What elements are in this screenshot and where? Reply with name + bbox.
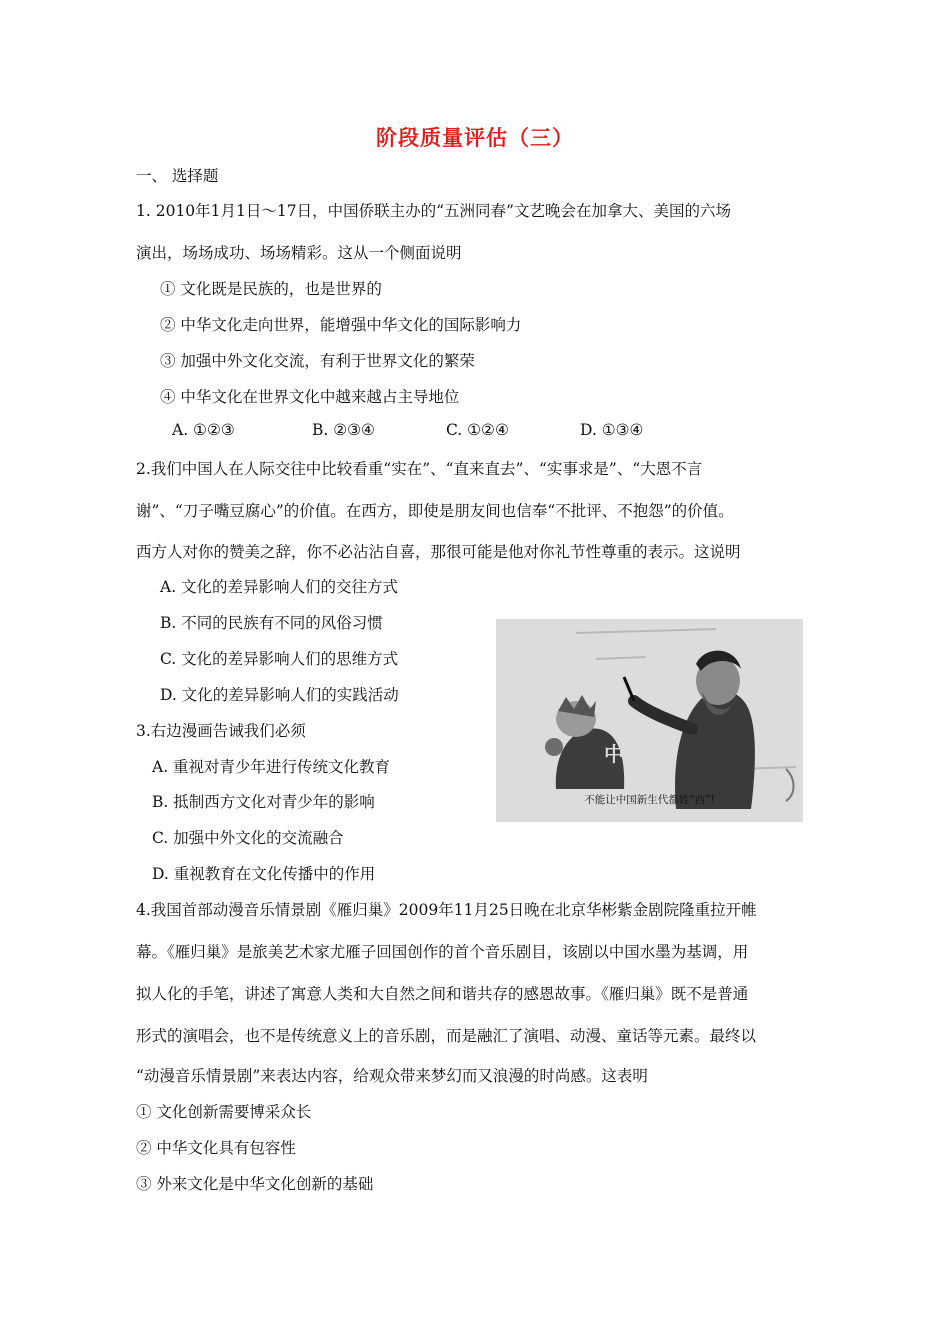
q2-option-d: D. 文化的差异影响人们的实践活动 [160,686,399,704]
q2-option-a: A. 文化的差异影响人们的交往方式 [160,578,399,596]
q1-item-3: ③ 加强中外文化交流，有利于世界文化的繁荣 [160,352,475,370]
q4-item-2: ② 中华文化具有包容性 [136,1139,296,1157]
q1-stem-line-2: 演出，场场成功、场场精彩。这从一个侧面说明 [136,244,462,262]
q4-stem-line-1: 4.我国首部动漫音乐情景剧《雁归巢》2009年11月25日晚在北京华彬紫金剧院隆重拉开帷 [136,901,757,919]
q3-option-c: C. 加强中外文化的交流融合 [152,829,344,847]
page-title: 阶段质量评估（三） [376,126,574,150]
q4-item-3: ③ 外来文化是中华文化创新的基础 [136,1175,374,1193]
cartoon-image [496,619,803,822]
q3-stem: 3.右边漫画告诫我们必须 [136,722,306,740]
q1-option-a: A. ①②③ [172,421,235,439]
q4-item-1: ① 文化创新需要博采众长 [136,1103,312,1121]
q4-stem-line-4: 形式的演唱会，也不是传统意义上的音乐剧，而是融汇了演唱、动漫、童话等元素。最终以 [136,1027,757,1045]
q2-option-b: B. 不同的民族有不同的风俗习惯 [160,614,383,632]
section-heading: 一、 选择题 [136,167,219,185]
q4-stem-line-5: “动漫音乐情景剧”来表达内容，给观众带来梦幻而又浪漫的时尚感。这表明 [136,1067,648,1085]
q3-option-a: A. 重视对青少年进行传统文化教育 [152,758,391,776]
cartoon-mark-text: 中 [604,742,624,766]
q1-option-c: C. ①②④ [446,421,509,439]
q1-item-1: ① 文化既是民族的，也是世界的 [160,280,382,298]
q4-stem-line-3: 拟人化的手笔，讲述了寓意人类和大自然之间和谐共存的感恩故事。《雁归巢》既不是普通 [136,985,749,1003]
q2-option-c: C. 文化的差异影响人们的思维方式 [160,650,399,668]
cartoon-caption: 不能让中国新生代都姓“西”! [584,794,715,806]
q1-option-d: D. ①③④ [580,421,644,439]
q3-option-d: D. 重视教育在文化传播中的作用 [152,865,376,883]
q1-stem-line-1: 1. 2010年1月1日～17日，中国侨联主办的“五洲同春”文艺晚会在加拿大、美国的六场 [136,202,731,220]
q2-stem-line-2: 谢”、“刀子嘴豆腐心”的价值。在西方，即使是朋友间也信奉“不批评、不抱怨”的价值。 [136,502,734,520]
q4-stem-line-2: 幕。《雁归巢》是旅美艺术家尤雁子回国创作的首个音乐剧目，该剧以中国水墨为基调，用 [136,943,749,961]
q1-item-4: ④ 中华文化在世界文化中越来越占主导地位 [160,388,460,406]
q1-item-2: ② 中华文化走向世界，能增强中华文化的国际影响力 [160,316,522,334]
q2-stem-line-1: 2.我们中国人在人际交往中比较看重“实在”、“直来直去”、“实事求是”、“大恩不言 [136,460,703,478]
q3-option-b: B. 抵制西方文化对青少年的影响 [152,793,375,811]
q2-stem-line-3: 西方人对你的赞美之辞，你不必沾沾自喜，那很可能是他对你礼节性尊重的表示。这说明 [136,543,741,561]
q1-option-b: B. ②③④ [312,421,375,439]
